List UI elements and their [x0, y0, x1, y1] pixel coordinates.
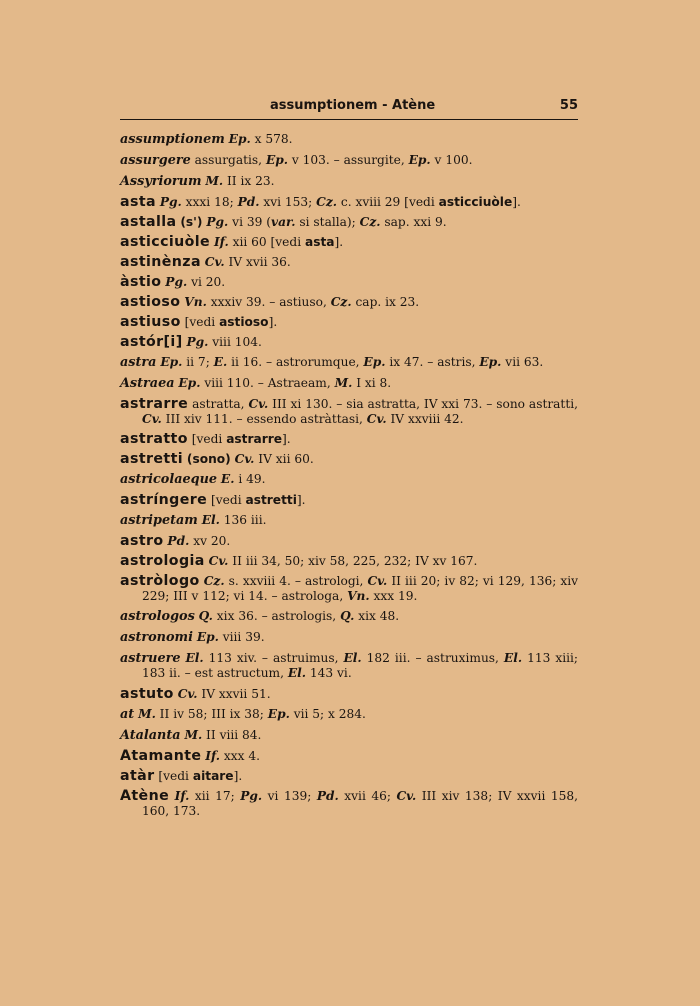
entry-definition: If. xxx 4. — [205, 749, 261, 763]
dictionary-entry — [120, 215, 578, 230]
entry-headword: Atalanta — [120, 728, 181, 743]
dictionary-entry — [120, 574, 578, 604]
entry-definition: (sono) Cv. IV xii 60. — [186, 452, 314, 466]
dictionary-entry — [120, 315, 578, 330]
dictionary-entry — [120, 609, 578, 624]
entry-headword: atàr — [120, 768, 155, 784]
page-header — [120, 98, 578, 120]
dictionary-entry — [120, 235, 578, 250]
entry-list — [120, 132, 578, 819]
dictionary-page — [120, 98, 578, 824]
dictionary-entry — [120, 513, 578, 528]
dictionary-entry — [120, 789, 578, 819]
entry-definition: Cv. IV xvii 36. — [204, 255, 291, 269]
entry-headword: astricolaeque — [120, 472, 218, 487]
entry-definition: (s') Pg. vi 39 (var. si stalla); Cz. sap. xxi 9. — [180, 215, 447, 229]
entry-definition: Cv. II iii 34, 50; xiv 58, 225, 232; IV xv 167. — [208, 554, 478, 568]
entry-headword: astrologia — [120, 553, 205, 569]
entry-headword: assurgere — [120, 153, 191, 168]
dictionary-entry — [120, 493, 578, 508]
entry-definition: Pd. xv 20. — [167, 534, 231, 548]
dictionary-entry — [120, 630, 578, 645]
entry-definition: If. xii 60 [vedi asta]. — [213, 235, 344, 249]
dictionary-entry — [120, 275, 578, 290]
dictionary-entry — [120, 432, 578, 447]
entry-definition: Pg. xxxi 18; Pd. xvi 153; Cz. c. xviii 29 [vedi asticciuòle]. — [159, 195, 521, 209]
entry-definition: astratta, Cv. III xi 130. – sia astratta, IV xxi 73. – sono astratti, Cv. III xiv 111. – essendo astràttasi, Cv. IV xxviii 42. — [142, 397, 579, 426]
entry-definition: Vn. xxxiv 39. – astiuso, Cz. cap. ix 23. — [184, 295, 420, 309]
entry-definition: M. II viii 84. — [184, 728, 262, 742]
entry-headword: Astraea — [120, 376, 175, 391]
entry-definition: Ep. viii 110. – Astraeam, M. I xi 8. — [178, 376, 392, 390]
entry-headword: astuto — [120, 686, 174, 702]
entry-headword: asticciuòle — [120, 234, 211, 250]
dictionary-entry — [120, 132, 578, 147]
dictionary-entry — [120, 687, 578, 702]
dictionary-entry — [120, 355, 578, 370]
entry-headword: astinènza — [120, 254, 201, 270]
entry-definition: Q. xix 36. – astrologis, Q. xix 48. — [198, 609, 400, 623]
entry-headword: assumptionem — [120, 132, 225, 147]
dictionary-entry — [120, 397, 578, 427]
entry-definition: E. i 49. — [220, 472, 266, 486]
entry-definition: Ep. ii 7; E. ii 16. – astrorumque, Ep. ix 47. – astris, Ep. vii 63. — [160, 355, 544, 369]
entry-headword: astròlogo — [120, 573, 200, 589]
entry-definition: [vedi astretti]. — [207, 493, 306, 507]
entry-headword: astalla — [120, 214, 177, 230]
running-head: assumptionem - Atène — [270, 98, 436, 113]
entry-definition: M. II iv 58; III ix 38; Ep. vii 5; x 284. — [138, 707, 366, 721]
entry-headword: astioso — [120, 294, 181, 310]
dictionary-entry — [120, 728, 578, 743]
entry-definition: [vedi astioso]. — [180, 315, 278, 329]
entry-headword: astiuso — [120, 314, 181, 330]
entry-definition: Ep. x 578. — [228, 132, 293, 146]
entry-definition: assurgatis, Ep. v 103. – assurgite, Ep. v 100. — [190, 153, 473, 167]
dictionary-entry — [120, 255, 578, 270]
entry-headword: astretti — [120, 451, 184, 467]
entry-headword: asta — [120, 194, 156, 210]
entry-headword: astór[i] — [120, 334, 183, 350]
dictionary-entry — [120, 174, 578, 189]
dictionary-entry — [120, 376, 578, 391]
entry-definition: El. 113 xiv. – astruimus, El. 182 iii. – astruximus, El. 113 xiii; 183 ii. – est astructum, El. 143 vi. — [142, 651, 578, 680]
entry-definition: Pg. vi 20. — [165, 275, 226, 289]
dictionary-entry — [120, 335, 578, 350]
dictionary-entry — [120, 472, 578, 487]
entry-headword: Atamante — [120, 748, 202, 764]
entry-definition: [vedi aitare]. — [154, 769, 243, 783]
entry-definition: Ep. viii 39. — [196, 630, 265, 644]
entry-headword: astrologos — [120, 609, 195, 624]
entry-headword: astro — [120, 533, 164, 549]
page-number: 55 — [559, 98, 578, 113]
dictionary-entry — [120, 153, 578, 168]
dictionary-entry — [120, 749, 578, 764]
dictionary-entry — [120, 195, 578, 210]
entry-definition: Pg. viii 104. — [186, 335, 262, 349]
dictionary-entry — [120, 534, 578, 549]
dictionary-entry — [120, 554, 578, 569]
entry-headword: àstio — [120, 274, 162, 290]
entry-headword: astronomi — [120, 630, 193, 645]
dictionary-entry — [120, 295, 578, 310]
entry-definition: M. II ix 23. — [205, 174, 275, 188]
entry-headword: Atène — [120, 788, 170, 804]
entry-headword: astratto — [120, 431, 188, 447]
entry-definition: [vedi astrarre]. — [187, 432, 291, 446]
entry-headword: astripetam — [120, 513, 198, 528]
entry-headword: Assyriorum — [120, 174, 202, 189]
entry-definition: Cv. IV xxvii 51. — [177, 687, 271, 701]
entry-headword: astruere — [120, 651, 181, 666]
entry-headword: at — [120, 707, 135, 722]
entry-headword: astríngere — [120, 492, 208, 508]
entry-headword: astra — [120, 355, 157, 370]
entry-definition: If. xii 17; Pg. vi 139; Pd. xvii 46; Cv. III xiv 138; IV xxvii 158, 160, 173. — [142, 789, 579, 818]
dictionary-entry — [120, 452, 578, 467]
entry-definition: Cz. s. xxviii 4. – astrologi, Cv. II iii 20; iv 82; vi 129, 136; xiv 229; III v 112; vi 14. – astrologa, Vn. xxx 19. — [142, 574, 579, 603]
entry-definition: El. 136 iii. — [201, 513, 267, 527]
entry-headword: astrarre — [120, 396, 189, 412]
dictionary-entry — [120, 707, 578, 722]
dictionary-entry — [120, 651, 578, 681]
dictionary-entry — [120, 769, 578, 784]
